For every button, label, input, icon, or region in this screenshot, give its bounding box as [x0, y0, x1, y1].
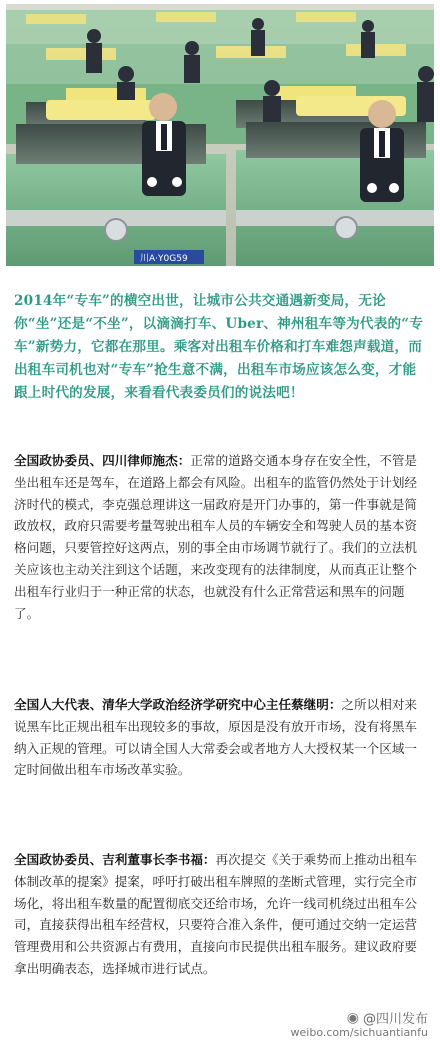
taxi-drivers-image	[6, 4, 434, 266]
statement-text: 正常的道路交通本身存在安全性，不管是坐出租车还是驾车，在道路上都会有风险。出租车的监管仍然处于计划经济时代的模式，李克强总理讲这一届政府是开门办事的，第一件事就是简政放权，政府只需要考量驾驶出租车人员的车辆安全和驾驶人员的基本资格问题，只要管控好这两点，别的事全由市场调节就行了。我们的立法机关应该也主动关注到这个话题，来改变现有的法律制度，从而真正让整个出租车行业归于一种正常的状态，也就没有什么正常营运和黑车的问题了。	[14, 453, 417, 621]
watermark-url: weibo.com/sichuantianfu	[290, 1026, 428, 1039]
statement-1	[14, 450, 428, 624]
intro-paragraph: 2014年“专车”的横空出世，让城市公共交通遇新变局，无论你“坐”还是“不坐”，以滴滴打车、Uber、神州租车等为代表的“专车”新势力，它都在那里。乘客对出租车价格和打车难怨声载道，而出租车司机也对“专车”抢生意不满，出租车市场应该怎么变，才能跟上时代的发展，来看看代表委员们的说法吧！	[14, 293, 424, 401]
weibo-icon: ◉	[346, 1009, 359, 1026]
speaker-name: 全国政协委员、吉利董事长李书福：	[14, 852, 216, 867]
license-plate: 川A·Y0G59	[140, 254, 188, 264]
watermark-handle: @四川发布	[362, 1012, 428, 1027]
speaker-name: 全国政协委员、四川律师施杰：	[14, 453, 191, 468]
statement-text: 之所以相对来说黑车比正规出租车出现较多的事故，原因是没有放开市场，没有将黑车纳入正规的管理。可以请全国人大常委会或者地方人大授权某一个区域一定时间做出租车市场改革实验。	[14, 697, 417, 778]
speaker-name: 全国人大代表、清华大学政治经济学研究中心主任蔡继明：	[14, 697, 342, 712]
statement-text: 再次提交《关于乘势而上推动出租车体制改革的提案》提案，呼吁打破出租车牌照的垄断式管理，实行完全市场化，将出租车数量的配置彻底交还给市场，允许一线司机绕过出租车公司，直接获得出租车经营权，只要符合准入条件，便可通过交纳一定运营管理费用和公共资源占有费用，直接向市民提供出租车服务。建议政府要拿出明确表态，选择城市进行试点。	[14, 852, 417, 976]
taxi-photo	[6, 4, 434, 266]
weibo-watermark	[238, 1008, 428, 1044]
statement-2	[14, 694, 428, 781]
statement-3	[14, 849, 428, 980]
